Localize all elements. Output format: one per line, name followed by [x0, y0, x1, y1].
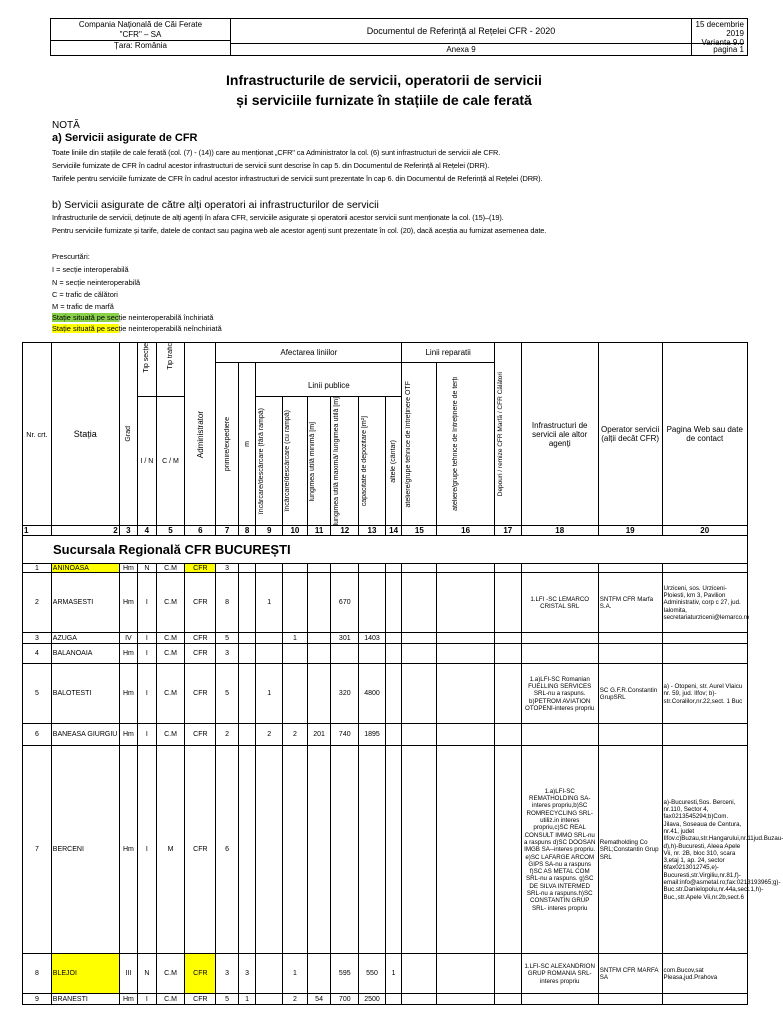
contact-cell	[662, 644, 747, 664]
col-in-header: I / N	[138, 397, 157, 526]
min-length-cell	[307, 746, 331, 954]
max-length-cell	[331, 644, 359, 664]
table-row	[23, 644, 748, 664]
operator-cell	[598, 724, 662, 746]
depots-cell	[494, 746, 521, 954]
row-number-cell: 7	[23, 746, 52, 954]
other-infrastructure-cell	[521, 564, 598, 573]
max-length-cell: 740	[331, 724, 359, 746]
m-lines-cell	[238, 573, 255, 633]
min-length-cell: 54	[307, 994, 331, 1005]
workshop-third-cell	[437, 573, 495, 633]
loading-no-ramp-cell	[256, 746, 283, 954]
m-lines-cell	[238, 644, 255, 664]
col-pagina-web-header: Pagina Web sau date de contact	[662, 343, 747, 526]
contact-cell: a) - Otopeni, str. Aurel Vlaicu nr. 59, jud. Ilfov; b)-str.Coralilor,nr.22,sect. 1 Buc	[662, 664, 747, 724]
table-row	[23, 724, 748, 746]
administrator-cell: CFR	[185, 564, 216, 573]
other-scale-cell	[385, 573, 402, 633]
contact-cell: a)-Bucuresti,Sos. Berceni, nr.110, Sector 4, fax0213545294;b)Com. Jilava, Soseaua de Centura, nr.41, judet Ilfov.c)Buzau,str.Hangarului,nr.11jud.Buzau-d),h)-Bucuresti, Aleea Apele Vii, nr. 2B, bloc 310, scara 3,etaj 1, ap. 24, sector 6fax0213012745,e)-Bucuresti,str.Virgiliu,nr.81,f)-email:info@asmetal.ro;fax:0213193965;g)-Buc.str.Danielopolu,nr.44a,sect.1,h)-Buc.,str.Apele Vii,nr.2b,sect.6	[662, 746, 747, 954]
page-number: pagina 1	[713, 45, 744, 54]
col-nr-header: Nr. crt.	[23, 343, 52, 526]
region-title: Sucursala Regională CFR BUCUREȘTI	[23, 536, 748, 564]
company-cell	[51, 19, 231, 55]
other-infrastructure-cell: 1.a)LFI-SC Romanian FUELLING SERVICES SRL-nu a raspuns. b)PETROM AVIATION OTOPENI-interes propriu	[521, 664, 598, 724]
row-number-cell: 4	[23, 644, 52, 664]
grade-cell: III	[119, 954, 138, 994]
loading-ramp-cell: 2	[283, 724, 308, 746]
other-infrastructure-cell	[521, 644, 598, 664]
operator-cell	[598, 564, 662, 573]
m-lines-cell	[238, 746, 255, 954]
max-length-cell: 320	[331, 664, 359, 724]
other-infrastructure-cell	[521, 633, 598, 644]
country: Țara: România	[114, 41, 167, 50]
col-ateliere-terti-header: ateliere/grupe tehnice de întreținere de terți	[437, 363, 495, 526]
storage-capacity-cell: 2500	[359, 994, 386, 1005]
administrator-cell: CFR	[185, 746, 216, 954]
operator-cell: SNTFM CFR MARFA SA	[598, 954, 662, 994]
col-statia-header: Stația	[51, 343, 119, 526]
grade-cell: Hm	[119, 664, 138, 724]
legend-heading: Prescurtări:	[52, 252, 90, 261]
loading-no-ramp-cell	[256, 644, 283, 664]
administrator-cell: CFR	[185, 724, 216, 746]
section-a-line: Toate liniile din stațiile de cale ferată (col. (7) - (14)) care au menționat „CFR" ca Administrator la col. (6) sunt infrastructuri de servicii ale CFR.	[52, 148, 501, 157]
loading-ramp-cell	[283, 644, 308, 664]
station-name-cell: BERCENI	[51, 746, 119, 954]
section-a-heading: a) Servicii asigurate de CFR	[52, 132, 198, 144]
other-scale-cell	[385, 724, 402, 746]
stations-table	[22, 342, 783, 1005]
storage-capacity-cell	[359, 573, 386, 633]
col-capacitate-header: capacitate de depozitare [m²]	[359, 397, 386, 526]
storage-capacity-cell: 550	[359, 954, 386, 994]
region-row	[23, 536, 748, 564]
section-type-cell: I	[138, 664, 157, 724]
grade-cell: Hm	[119, 994, 138, 1005]
workshop-third-cell	[437, 954, 495, 994]
row-number-cell: 9	[23, 994, 52, 1005]
contact-cell	[662, 633, 747, 644]
loading-no-ramp-cell	[256, 994, 283, 1005]
table-row	[23, 746, 748, 954]
col-administrator-header: Administrator	[185, 343, 216, 526]
page-title-line1: Infrastructurile de servicii, operatorii de servicii	[226, 72, 542, 88]
reception-dispatch-cell: 2	[216, 724, 239, 746]
depots-cell	[494, 564, 521, 573]
other-infrastructure-cell: 1.LFI-SC ALEXANDRION GRUP ROMANIA SRL-interes propriu	[521, 954, 598, 994]
administrator-cell: CFR	[185, 573, 216, 633]
loading-ramp-cell: 1	[283, 633, 308, 644]
storage-capacity-cell: 1403	[359, 633, 386, 644]
station-name-cell: BALANOAIA	[51, 644, 119, 664]
col-tip-sectie-header: Tip secție	[138, 343, 157, 397]
traffic-type-cell: C.M	[156, 564, 185, 573]
min-length-cell: 201	[307, 724, 331, 746]
section-b-line: Pentru serviciile furnizate și tarife, datele de contact sau pagina web ale acestor agenți sunt prezentate în col. (20), dacă aceștia au furnizat asemenea date.	[52, 226, 547, 235]
administrator-cell: CFR	[185, 954, 216, 994]
other-scale-cell	[385, 633, 402, 644]
station-name-cell: BALOTESTI	[51, 664, 119, 724]
station-name-cell: AZUGA	[51, 633, 119, 644]
legend-yellow-swatch: Stație situată pe sec	[52, 324, 119, 333]
doc-date: 15 decembrie 2019	[695, 20, 744, 38]
contact-cell: Urziceni, sos. Urziceni-Ploiesti, km 3, Pavilion Administrativ, corp c 27, jud. Ialomita, secretariaturziceni@lemarco.ro	[662, 573, 747, 633]
operator-cell	[598, 633, 662, 644]
table-row	[23, 994, 748, 1005]
min-length-cell	[307, 573, 331, 633]
grade-cell: Hm	[119, 564, 138, 573]
col-grad-header: Grad	[119, 343, 138, 526]
loading-no-ramp-cell	[256, 564, 283, 573]
workshop-otf-cell	[402, 644, 437, 664]
loading-no-ramp-cell: 2	[256, 724, 283, 746]
workshop-third-cell	[437, 994, 495, 1005]
section-a-line: Serviciile furnizate de CFR în cadrul acestor infrastructuri de servicii sunt descrise în cap 5. din Documentul de Referință al Rețelei (DRR).	[52, 161, 490, 170]
col-operator-header: Operator servicii (alții decât CFR)	[598, 343, 662, 526]
depots-cell	[494, 994, 521, 1005]
other-scale-cell	[385, 564, 402, 573]
workshop-third-cell	[437, 633, 495, 644]
max-length-cell: 301	[331, 633, 359, 644]
section-b-line: Infrastructurile de servicii, deținute de alți agenți în afara CFR, serviciile asigurate și operatorii acestor servicii sunt menționate la col. (15)–(19).	[52, 213, 504, 222]
depots-cell	[494, 724, 521, 746]
depots-cell	[494, 664, 521, 724]
m-lines-cell	[238, 564, 255, 573]
col-linii-reparatii-header: Linii reparatii	[402, 343, 495, 363]
row-number-cell: 8	[23, 954, 52, 994]
section-a-line: Tarifele pentru serviciile furnizate de CFR în cadrul acestor infrastructuri de servicii sunt prezentate în cap 6. din Documentul de Referință al Rețelei (DRR).	[52, 174, 543, 183]
workshop-otf-cell	[402, 573, 437, 633]
row-number-cell: 1	[23, 564, 52, 573]
legend-green-swatch: Stație situată pe sec	[52, 313, 119, 322]
contact-cell	[662, 724, 747, 746]
workshop-otf-cell	[402, 633, 437, 644]
loading-ramp-cell	[283, 573, 308, 633]
col-altele-header: altele (cântar)	[385, 397, 402, 526]
other-scale-cell	[385, 644, 402, 664]
grade-cell: IV	[119, 633, 138, 644]
administrator-cell: CFR	[185, 664, 216, 724]
loading-ramp-cell	[283, 564, 308, 573]
col-linii-publice-header: Linii publice	[256, 375, 402, 397]
note-heading: NOTĂ	[52, 120, 80, 131]
loading-no-ramp-cell	[256, 633, 283, 644]
station-name-cell: BANEASA GIURGIU	[51, 724, 119, 746]
table-row	[23, 573, 748, 633]
operator-cell	[598, 994, 662, 1005]
grade-cell: Hm	[119, 573, 138, 633]
max-length-cell	[331, 564, 359, 573]
loading-ramp-cell: 1	[283, 954, 308, 994]
contact-cell	[662, 994, 747, 1005]
col-infrastructuri-header: Infrastructuri de servicii ale altor agenți	[521, 343, 598, 526]
reception-dispatch-cell: 6	[216, 746, 239, 954]
legend-item: I = secție interoperabilă	[52, 265, 129, 274]
contact-cell	[662, 564, 747, 573]
other-scale-cell	[385, 994, 402, 1005]
min-length-cell	[307, 564, 331, 573]
legend-green: Stație situată pe secție neinteroperabilă închiriată	[52, 313, 214, 322]
workshop-otf-cell	[402, 564, 437, 573]
max-length-cell: 700	[331, 994, 359, 1005]
min-length-cell	[307, 664, 331, 724]
workshop-third-cell	[437, 746, 495, 954]
operator-cell	[598, 644, 662, 664]
other-scale-cell: 1	[385, 954, 402, 994]
col-incarcare-cu-header: încărcare/descărcare (cu rampă)	[283, 397, 308, 526]
legend-yellow: Stație situată pe secție neinteroperabilă neînchiriată	[52, 324, 222, 333]
col-ateliere-otf-header: ateliere/grupe tehnice de întreținere OTF	[402, 363, 437, 526]
loading-no-ramp-cell: 1	[256, 573, 283, 633]
other-scale-cell	[385, 664, 402, 724]
depots-cell	[494, 633, 521, 644]
other-infrastructure-cell	[521, 724, 598, 746]
col-incarcare-fara-header: încărcare/descărcare (fără rampă)	[256, 397, 283, 526]
other-infrastructure-cell: 1.LFI -SC LEMARCO CRISTAL SRL	[521, 573, 598, 633]
section-b-heading: b) Servicii asigurate de către alți operatori ai infrastructurilor de servicii	[52, 199, 379, 211]
legend-item: M = trafic de marfă	[52, 302, 114, 311]
administrator-cell: CFR	[185, 994, 216, 1005]
other-scale-cell	[385, 746, 402, 954]
reception-dispatch-cell: 8	[216, 573, 239, 633]
workshop-third-cell	[437, 724, 495, 746]
workshop-third-cell	[437, 664, 495, 724]
storage-capacity-cell	[359, 644, 386, 664]
storage-capacity-cell: 4800	[359, 664, 386, 724]
workshop-otf-cell	[402, 954, 437, 994]
document-header	[50, 18, 748, 56]
loading-ramp-cell	[283, 746, 308, 954]
max-length-cell	[331, 746, 359, 954]
company-abbr: "CFR" – SA	[51, 30, 230, 41]
table-row	[23, 664, 748, 724]
loading-ramp-cell: 2	[283, 994, 308, 1005]
legend-item: N = secție neinteroperabilă	[52, 278, 141, 287]
traffic-type-cell: C.M	[156, 633, 185, 644]
table-row	[23, 633, 748, 644]
contact-cell: com.Bucov,sat Pleasa,jud.Prahova	[662, 954, 747, 994]
annex-label: Anexa 9	[446, 45, 476, 54]
storage-capacity-cell	[359, 746, 386, 954]
reception-dispatch-cell: 3	[216, 564, 239, 573]
reception-dispatch-cell: 3	[216, 954, 239, 994]
depots-cell	[494, 644, 521, 664]
m-lines-cell	[238, 724, 255, 746]
page-title-line2: și serviciile furnizate în stațiile de cale ferată	[236, 92, 532, 108]
workshop-otf-cell	[402, 994, 437, 1005]
traffic-type-cell: C.M	[156, 954, 185, 994]
operator-cell: Rematholding Co SRL;Constantin Grup SRL	[598, 746, 662, 954]
row-number-cell: 5	[23, 664, 52, 724]
depots-cell	[494, 954, 521, 994]
station-name-cell: ARMASESTI	[51, 573, 119, 633]
storage-capacity-cell	[359, 564, 386, 573]
storage-capacity-cell: 1895	[359, 724, 386, 746]
operator-cell: SC G.F.R.Constantin GrupSRL	[598, 664, 662, 724]
m-lines-cell	[238, 664, 255, 724]
col-afectarea-header: Afectarea liniilor	[216, 343, 402, 363]
traffic-type-cell: C.M	[156, 573, 185, 633]
doc-title-cell	[231, 19, 692, 55]
doc-version: Varianta 9.0	[701, 38, 744, 47]
row-number-cell: 6	[23, 724, 52, 746]
station-name-cell: ANINOASA	[51, 564, 119, 573]
max-length-cell: 595	[331, 954, 359, 994]
loading-ramp-cell	[283, 664, 308, 724]
section-type-cell: I	[138, 724, 157, 746]
workshop-third-cell	[437, 564, 495, 573]
section-type-cell: I	[138, 573, 157, 633]
company-name: Compania Națională de Căi Ferate	[78, 20, 203, 29]
section-type-cell: N	[138, 954, 157, 994]
m-lines-cell: 3	[238, 954, 255, 994]
other-infrastructure-cell	[521, 994, 598, 1005]
traffic-type-cell: C.M	[156, 724, 185, 746]
column-number-row: 1 2 3 4 5 6 7 8 9 10 11 12 13 14 15 16 17 18 19 20	[23, 526, 748, 536]
workshop-otf-cell	[402, 724, 437, 746]
workshop-otf-cell	[402, 746, 437, 954]
row-number-cell: 3	[23, 633, 52, 644]
traffic-type-cell: C.M	[156, 994, 185, 1005]
depots-cell	[494, 573, 521, 633]
m-lines-cell	[238, 633, 255, 644]
m-lines-cell: 1	[238, 994, 255, 1005]
legend-item: C = trafic de călători	[52, 290, 118, 299]
reception-dispatch-cell: 5	[216, 633, 239, 644]
table-row	[23, 954, 748, 994]
operator-cell: SNTFM CFR Marfa S.A.	[598, 573, 662, 633]
loading-no-ramp-cell	[256, 954, 283, 994]
traffic-type-cell: C.M	[156, 644, 185, 664]
station-name-cell: BRANESTI	[51, 994, 119, 1005]
section-type-cell: I	[138, 746, 157, 954]
col-m-header: m	[238, 363, 255, 526]
col-lungime-max-header: lungimea utilă maximă/ lungimea utilă [m]	[331, 397, 359, 526]
meta-cell	[692, 19, 747, 55]
reception-dispatch-cell: 5	[216, 994, 239, 1005]
traffic-type-cell: M	[156, 746, 185, 954]
col-depouri-header: Depouri / remize CFR Marfă / CFR Călători	[494, 343, 521, 526]
col-tip-trafic-header: Tip trafic	[156, 343, 185, 397]
section-type-cell: I	[138, 994, 157, 1005]
grade-cell: Hm	[119, 644, 138, 664]
min-length-cell	[307, 954, 331, 994]
col-lungime-header: lungimea utilă minimă [m]	[307, 397, 331, 526]
max-length-cell: 670	[331, 573, 359, 633]
doc-title: Documentul de Referință al Rețelei CFR - 2020	[231, 19, 691, 44]
table-row	[23, 564, 748, 573]
section-type-cell: I	[138, 633, 157, 644]
administrator-cell: CFR	[185, 644, 216, 664]
reception-dispatch-cell: 3	[216, 644, 239, 664]
workshop-otf-cell	[402, 664, 437, 724]
col-cm-header: C / M	[156, 397, 185, 526]
min-length-cell	[307, 633, 331, 644]
grade-cell: Hm	[119, 724, 138, 746]
min-length-cell	[307, 644, 331, 664]
station-name-cell: BLEJOI	[51, 954, 119, 994]
other-infrastructure-cell: 1.a)LFI-SC REMATHOLDING SA-interes propriu,b)SC ROMRECYCLING SRL-utiliz.in interes propriu,c)SC REAL CONSULT IMMO SRL-nu a raspuns d)SC DOOSAN IMGB SA--interes propriu. e)SC LAFARGE ARCOM GIPS SA-nu a raspuns f)SC AS METAL COM SRL-nu a raspuns. g)SC DE SILVA INTERMED SRL-nu a raspuns.h)SC CONSTANTIN GRUP SRL- interes propriu	[521, 746, 598, 954]
administrator-cell: CFR	[185, 633, 216, 644]
row-number-cell: 2	[23, 573, 52, 633]
traffic-type-cell: C.M	[156, 664, 185, 724]
reception-dispatch-cell: 5	[216, 664, 239, 724]
section-type-cell: N	[138, 564, 157, 573]
col-primire-header: primire/expediere	[216, 363, 239, 526]
loading-no-ramp-cell: 1	[256, 664, 283, 724]
grade-cell: Hm	[119, 746, 138, 954]
section-type-cell: I	[138, 644, 157, 664]
workshop-third-cell	[437, 644, 495, 664]
